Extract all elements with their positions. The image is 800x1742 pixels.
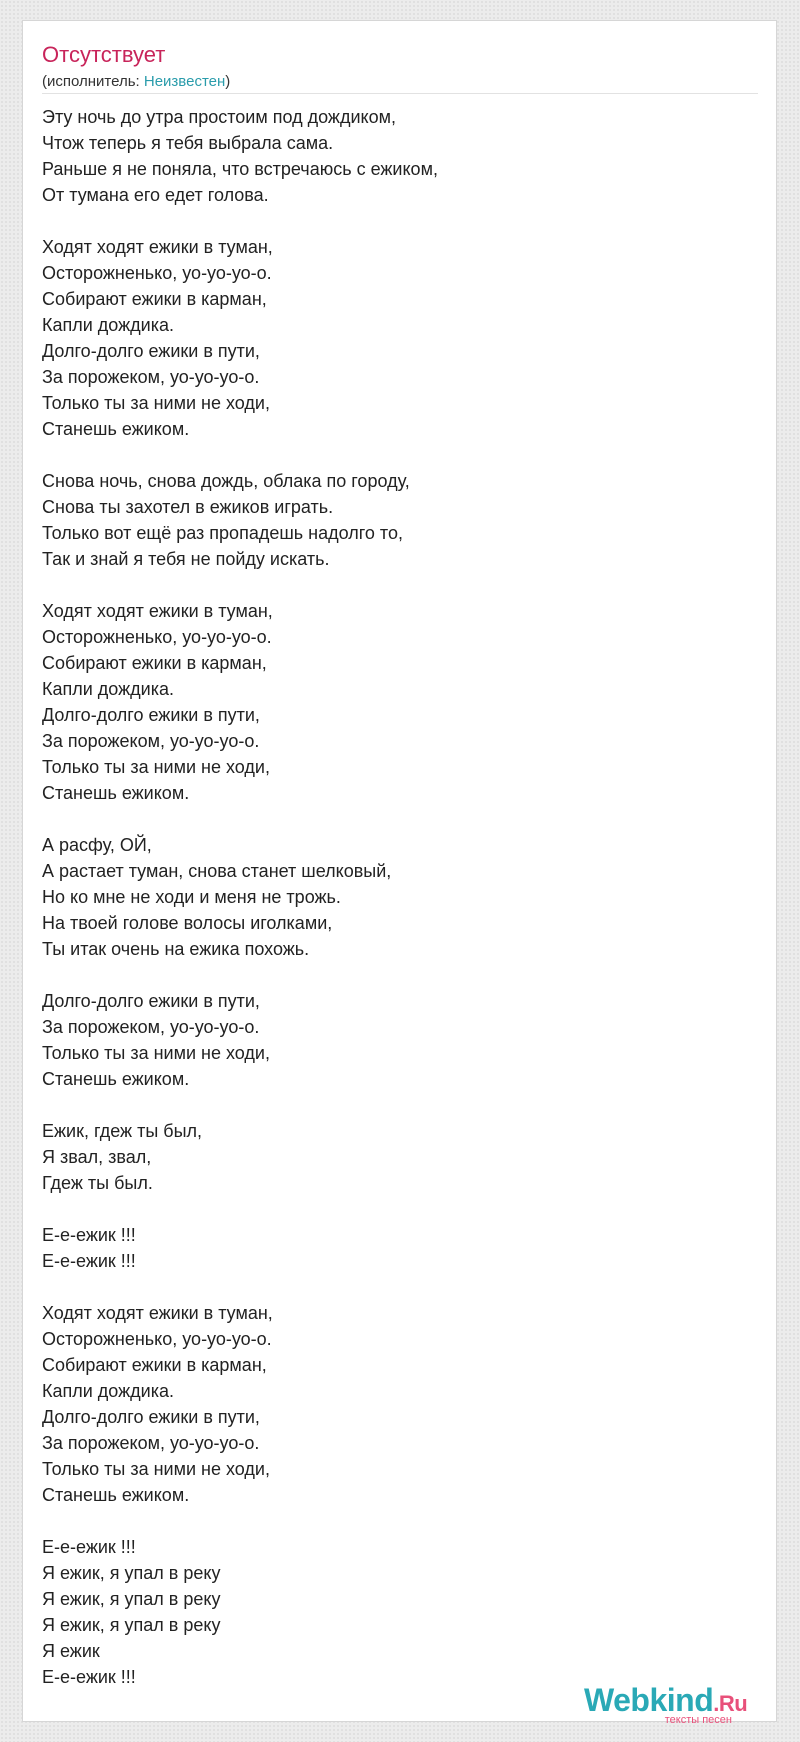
lyric-line: Только ты за ними не ходи, — [42, 393, 270, 413]
lyric-line: Станешь ежиком. — [42, 1069, 190, 1089]
site-logo[interactable] — [584, 1682, 748, 1726]
lyric-line: Только ты за ними не ходи, — [42, 1459, 270, 1479]
lyric-line: Собирают ежики в карман, — [42, 653, 267, 673]
lyric-line: За порожеком, уо-уо-уо-о. — [42, 1433, 260, 1453]
lyric-line: Ходят ходят ежики в туман, — [42, 237, 273, 257]
lyric-line: Собирают ежики в карман, — [42, 289, 267, 309]
lyric-line: Е-е-ежик !!! — [42, 1667, 136, 1687]
logo-tagline: тексты песен — [664, 1714, 732, 1726]
lyrics-body — [42, 104, 438, 1690]
lyric-line: Е-е-ежик !!! — [42, 1251, 136, 1271]
lyric-line: Е-е-ежик !!! — [42, 1225, 136, 1245]
lyric-line: Осторожненько, уо-уо-уо-о. — [42, 263, 272, 283]
lyric-line: Ежик, гдеж ты был, — [42, 1121, 203, 1141]
stanza-gap — [42, 1196, 438, 1222]
lyric-line: Только вот ещё раз пропадешь надолго то, — [42, 523, 403, 543]
lyric-line: Только ты за ними не ходи, — [42, 757, 270, 777]
stanza-gap — [42, 572, 438, 598]
artist-link[interactable]: Неизвестен — [143, 73, 226, 90]
stanza-gap — [42, 442, 438, 468]
lyric-line: Осторожненько, уо-уо-уо-о. — [42, 1329, 272, 1349]
lyric-line: Я звал, звал, — [42, 1147, 152, 1167]
artist-prefix: (исполнитель: — [42, 73, 144, 90]
lyric-line: Капли дождика. — [42, 315, 174, 335]
lyric-line: Я ежик, я упал в реку — [42, 1589, 221, 1609]
lyric-line: Эту ночь до утра простоим под дождиком, — [42, 107, 396, 127]
lyric-line: Снова ты захотел в ежиков играть. — [42, 497, 334, 517]
lyric-line: Капли дождика. — [42, 679, 174, 699]
stanza-gap — [42, 806, 438, 832]
lyric-line: Снова ночь, снова дождь, облака по городу, — [42, 471, 410, 491]
lyric-line: Долго-долго ежики в пути, — [42, 341, 260, 361]
title-divider — [42, 93, 758, 94]
logo-tld: .Ru — [713, 1691, 748, 1716]
stanza-gap — [42, 962, 438, 988]
lyric-line: Собирают ежики в карман, — [42, 1355, 267, 1375]
lyric-line: А растает туман, снова станет шелковый, — [42, 861, 392, 881]
artist-line — [42, 72, 230, 92]
lyric-line: Ходят ходят ежики в туман, — [42, 1303, 273, 1323]
lyric-line: А расфу, ОЙ, — [42, 835, 152, 855]
lyric-line: Ходят ходят ежики в туман, — [42, 601, 273, 621]
lyric-line: Я ежик, я упал в реку — [42, 1615, 221, 1635]
stanza-gap — [42, 1274, 438, 1300]
lyric-line: Осторожненько, уо-уо-уо-о. — [42, 627, 272, 647]
lyric-line: Но ко мне не ходи и меня не трожь. — [42, 887, 341, 907]
lyric-line: Долго-долго ежики в пути, — [42, 991, 260, 1011]
lyric-line: Только ты за ними не ходи, — [42, 1043, 270, 1063]
logo-name: Webkind — [584, 1682, 714, 1718]
lyric-line: Е-е-ежик !!! — [42, 1537, 136, 1557]
lyric-line: Я ежик — [42, 1641, 100, 1661]
lyric-line: Станешь ежиком. — [42, 1485, 190, 1505]
song-title: Отсутствует — [42, 42, 166, 67]
lyric-line: На твоей голове волосы иголками, — [42, 913, 333, 933]
lyric-line: Я ежик, я упал в реку — [42, 1563, 221, 1583]
lyric-line: Гдеж ты был. — [42, 1173, 153, 1193]
lyric-line: Так и знай я тебя не пойду искать. — [42, 549, 330, 569]
lyric-line: Долго-долго ежики в пути, — [42, 705, 260, 725]
lyric-line: Станешь ежиком. — [42, 419, 190, 439]
lyric-line: Раньше я не поняла, что встречаюсь с ежиком, — [42, 159, 438, 179]
lyric-line: Капли дождика. — [42, 1381, 174, 1401]
lyric-line: Чтож теперь я тебя выбрала сама. — [42, 133, 334, 153]
lyric-line: За порожеком, уо-уо-уо-о. — [42, 1017, 260, 1037]
stanza-gap — [42, 1092, 438, 1118]
lyric-line: От тумана его едет голова. — [42, 185, 269, 205]
stanza-gap — [42, 1508, 438, 1534]
lyric-line: Долго-долго ежики в пути, — [42, 1407, 260, 1427]
lyric-line: Ты итак очень на ежика похожь. — [42, 939, 310, 959]
lyric-line: Станешь ежиком. — [42, 783, 190, 803]
artist-suffix: ) — [225, 73, 231, 90]
lyric-line: За порожеком, уо-уо-уо-о. — [42, 367, 260, 387]
lyric-line: За порожеком, уо-уо-уо-о. — [42, 731, 260, 751]
stanza-gap — [42, 208, 438, 234]
